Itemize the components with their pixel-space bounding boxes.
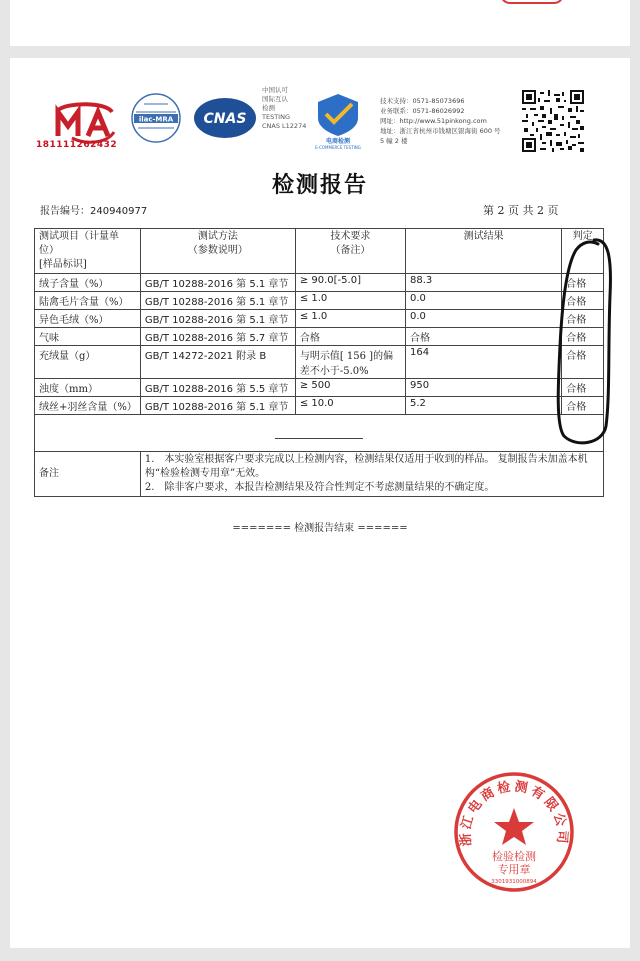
table-row: 充绒量（g） GB/T 14272-2021 附录 B 与明示值[ 156 ]的偏差不小于-5.0% 164 合格 xyxy=(35,346,604,379)
report-number: 报告编号：240940977 xyxy=(40,206,148,217)
header-item: 测试项目（计量单位） [样品标识] xyxy=(35,229,141,274)
table-header-row xyxy=(35,229,604,274)
cnas-text: 中国认可 国际互认 检测 TESTING CNAS L12274 xyxy=(262,86,307,130)
cnas-logo xyxy=(192,96,258,140)
previous-page-edge xyxy=(10,0,630,46)
header-method: 测试方法 （参数说明） xyxy=(140,229,295,274)
seal-line-1: 检验检测 xyxy=(492,850,536,863)
header-judgement: 判定 xyxy=(562,229,604,274)
seal-line-2: 专用章 xyxy=(497,863,531,876)
table-row: 浊度（mm） GB/T 10288-2016 第 5.5 章节 ≥ 500 950 合格 xyxy=(35,379,604,397)
contact-info: 技术支持：0571-85073696 业务联系：0571-86026992 网址：http://www.51pinkong.com 地址：浙江省杭州市钱塘区银海街 600 号 5 幢 2 楼 xyxy=(380,97,501,145)
seal-ring-text: 浙江电商检测有限公司 xyxy=(458,779,570,847)
remark-2: 2. 除非客户要求，本报告检测结果及符合性判定不考虑测量结果的不确定度。 xyxy=(144,482,495,493)
remark-content xyxy=(140,452,603,497)
previous-stamp-edge xyxy=(500,0,564,4)
remark-row xyxy=(35,452,604,497)
seal-number: 3301931000894 xyxy=(491,879,537,885)
header-result: 测试结果 xyxy=(406,229,562,274)
table-row: 陆禽毛片含量（%） GB/T 10288-2016 第 5.1 章节 ≤ 1.0 0.0 合格 xyxy=(35,292,604,310)
logo-header xyxy=(34,86,594,160)
ecom-label-cn: 电商检测 xyxy=(325,138,351,145)
page-number: 第 2 页 共 2 页 xyxy=(483,204,559,217)
remark-label: 备注 xyxy=(35,452,141,497)
company-seal xyxy=(452,770,576,894)
header-requirement: 技术要求 （备注） xyxy=(295,229,405,274)
report-end-marker: ======= 检测报告结束 ====== xyxy=(232,523,408,534)
table-row: 绒子含量（%） GB/T 10288-2016 第 5.1 章节 ≥ 90.0[-5.0] 88.3 合格 xyxy=(35,274,604,292)
cma-phone: 181111262432 xyxy=(36,140,118,150)
test-results-table xyxy=(34,228,604,497)
hand-drawn-circle xyxy=(556,236,612,448)
ecom-label-en: E-COMMERCE TESTING xyxy=(315,145,361,150)
table-row: 绒丝+羽丝含量（%） GB/T 10288-2016 第 5.1 章节 ≤ 10.0 5.2 合格 xyxy=(35,397,604,415)
svg-text:ilac-MRA: ilac-MRA xyxy=(138,115,174,124)
ilac-mra-logo xyxy=(130,92,182,144)
separator-line xyxy=(275,438,363,439)
table-row: 气味 GB/T 10288-2016 第 5.7 章节 合格 合格 合格 xyxy=(35,328,604,346)
ecommerce-testing-logo xyxy=(306,92,370,150)
blank-row xyxy=(35,415,604,452)
report-title: 检测报告 xyxy=(271,172,368,198)
svg-text:CNAS: CNAS xyxy=(203,111,247,127)
qr-code xyxy=(522,90,584,152)
table-row: 异色毛绒（%） GB/T 10288-2016 第 5.1 章节 ≤ 1.0 0.0 合格 xyxy=(35,310,604,328)
remark-1: 1. 本实验室根据客户要求完成以上检测内容，检测结果仅适用于收到的样品。 复制报告未加盖本机构“检验检测专用章”无效。 xyxy=(144,454,588,479)
